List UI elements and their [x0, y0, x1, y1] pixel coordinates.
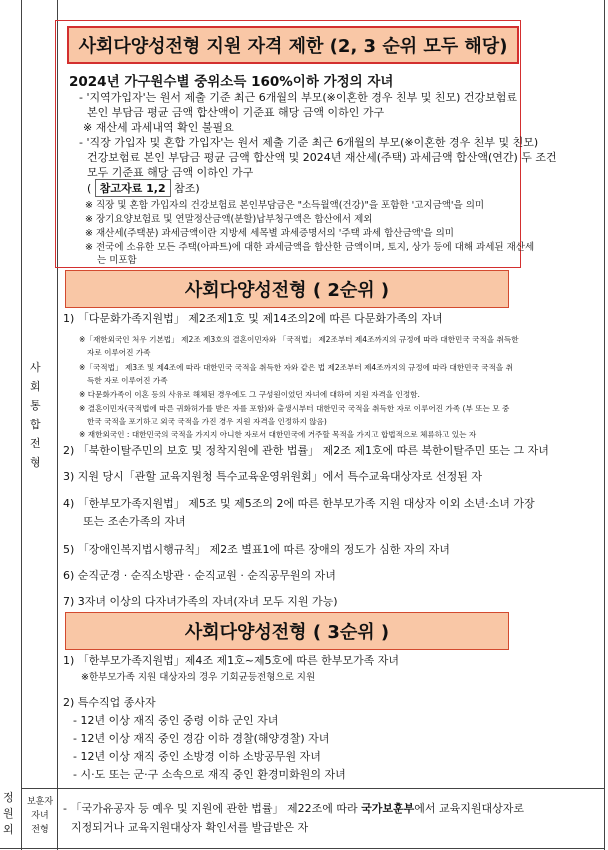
veteran-section [57, 795, 602, 845]
body-text: 본인 부담금 평균 금액 합산액이 기준표 해당 금액 이하인 가구 [87, 106, 385, 119]
list-item: 7) 3자녀 이상의 다자녀가족의 자녀(자녀 모두 지원 가능) [63, 595, 338, 608]
grid-line [604, 0, 605, 850]
footnote: 한국 국적을 포기하고 외국 국적을 가진 경우 지원 자격을 인정하지 않음) [87, 417, 327, 426]
eligibility-restriction-section [57, 22, 602, 272]
footnote: 득한 자로 이루어진 가족 [87, 376, 168, 385]
footnote: ※「국적법」 제3조 및 제4조에 따라 대한민국 국적을 취득한 자와 같은 법 제2조부터 제4조까지의 규정에 따라 대한민국 국적을 취 [79, 363, 514, 372]
list-item: 2) 특수직업 종사자 [63, 696, 156, 709]
note: ※ 직장 및 혼합 가입자의 건강보험료 본인부담금은 "소득월액(건강)"을 포함한 '고지금액'을 의미 [85, 200, 485, 211]
social-integration-label: 사 회 통 합 전 형 [30, 361, 41, 469]
footnote: ※ 결혼이민자(국적법에 따른 귀화허가를 받은 자를 포함)와 출생시부터 대한민국 국적을 취득한 자로 이루어진 가족 (부 또는 모 중 [79, 404, 510, 413]
grid-line [21, 788, 605, 789]
note: ※ 재산세(주택분) 과세금액이란 지방세 세목별 과세증명서의 '주택 과세 합산금액'을 의미 [85, 228, 454, 239]
list-item: 3) 지원 당시「관할 교육지원청 특수교육운영위원회」에서 특수교육대상자로 선정된 자 [63, 470, 483, 483]
body-text: - '지역가입자'는 원서 제출 기준 최근 6개월의 부모(※이혼한 경우 친부 및 친모) 건강보험료 [79, 91, 518, 104]
veteran-text: - 「국가유공자 등 예우 및 지원에 관한 법률」 제22조에 따라 국가보훈부에서 교육지원대상자로 [63, 802, 524, 815]
list-item: 또는 조손가족의 자녀 [83, 515, 186, 528]
sub-item: - 시·도 또는 군·구 소속으로 재직 중인 환경미화원의 자녀 [73, 768, 346, 781]
body-text: 건강보험료 본인 부담금 평균 금액 합산액 및 2024년 재산세(주택) 과세금액 합산액(연간) 두 조건 [87, 151, 557, 164]
reference-box: 참고자료 1,2 [95, 179, 171, 197]
list-item: 2) 「북한이탈주민의 보호 및 정착지원에 관한 법률」 제2조 제1호에 따른 북한이탈주민 또는 그 자녀 [63, 444, 549, 457]
body-text: - '직장 가입자 및 혼합 가입자'는 원서 제출 기준 최근 6개월의 부모(※이혼한 경우 친부 및 친모) [79, 136, 539, 149]
section-banner: 사회다양성전형 지원 자격 제한 (2, 3 순위 모두 해당) [67, 26, 519, 64]
grid-line [21, 0, 22, 850]
body-text: 모두 기준표 해당 금액 이하인 가구 [87, 166, 254, 179]
grid-line [0, 848, 605, 849]
list-item: 1) 「다문화가족지원법」 제2조제1호 및 제14조의2에 따른 다문화가족의 자녀 [63, 312, 443, 325]
footnote: ※「재한외국인 처우 기본법」 제2조 제3호의 결혼이민자와 「국적법」 제2조부터 제4조까지의 규정에 따라 대한민국 국적을 취득한 [79, 335, 519, 344]
second-priority-section [57, 270, 602, 610]
outside-quota-label: 정 원 외 [3, 791, 14, 836]
footnote: 자로 이루어진 가족 [87, 348, 151, 357]
list-item: 6) 순직군경 · 순직소방관 · 순직교원 · 순직공무원의 자녀 [63, 569, 336, 582]
sub-item: - 12년 이상 재직 중인 경감 이하 경찰(해양경찰) 자녀 [73, 732, 330, 745]
footnote: ※ 재한외국인 : 대한민국의 국적을 가지지 아니한 자로서 대한민국에 거주할 목적을 가지고 합법적으로 체류하고 있는 자 [79, 430, 477, 439]
footnote: ※ 다문화가족이 이혼 등의 사유로 해체된 경우에도 그 구성원이었던 자녀에 대하여 지원 자격을 인정함. [79, 390, 420, 399]
footnote: ※한부모가족 지원 대상자의 경우 기회균등전형으로 지원 [81, 672, 316, 683]
body-text: ※ 재산세 과세내역 확인 불필요 [83, 121, 234, 134]
third-priority-section [57, 612, 602, 787]
sub-item: - 12년 이상 재직 중인 중령 이하 군인 자녀 [73, 714, 279, 727]
income-heading: 2024년 가구원수별 중위소득 160%이하 가정의 자녀 [69, 74, 394, 90]
section-banner: 사회다양성전형 ( 3순위 ) [65, 612, 509, 650]
note: ※ 전국에 소유한 모든 주택(아파트)에 대한 과세금액을 합산한 금액이며, 토지, 상가 등에 대해 과세된 재산세 [85, 242, 535, 253]
note: 는 미포함 [97, 255, 137, 266]
list-item: 5) 「장애인복지법시행규칙」 제2조 별표1에 따른 장애의 정도가 심한 자의 자녀 [63, 543, 450, 556]
list-item: 4) 「한부모가족지원법」 제5조 및 제5조의 2에 따른 한부모가족 지원 대상자 이외 소년·소녀 가장 [63, 497, 535, 510]
veteran-text: 지정되거나 교육지원대상자 확인서를 발급받은 자 [71, 821, 309, 834]
note: ※ 장기요양보험료 및 연말정산금액(분할)납부청구액은 합산에서 제외 [85, 214, 373, 225]
sub-item: - 12년 이상 재직 중인 소방경 이하 소방공무원 자녀 [73, 750, 321, 763]
reference-line: ( 참고자료 1,2 참조) [87, 179, 200, 197]
list-item: 1) 「한부모가족지원법」제4조 제1호~제5호에 따른 한부모가족 자녀 [63, 654, 400, 667]
section-banner: 사회다양성전형 ( 2순위 ) [65, 270, 509, 308]
veteran-label: 보훈자 자녀 전형 [26, 797, 54, 835]
